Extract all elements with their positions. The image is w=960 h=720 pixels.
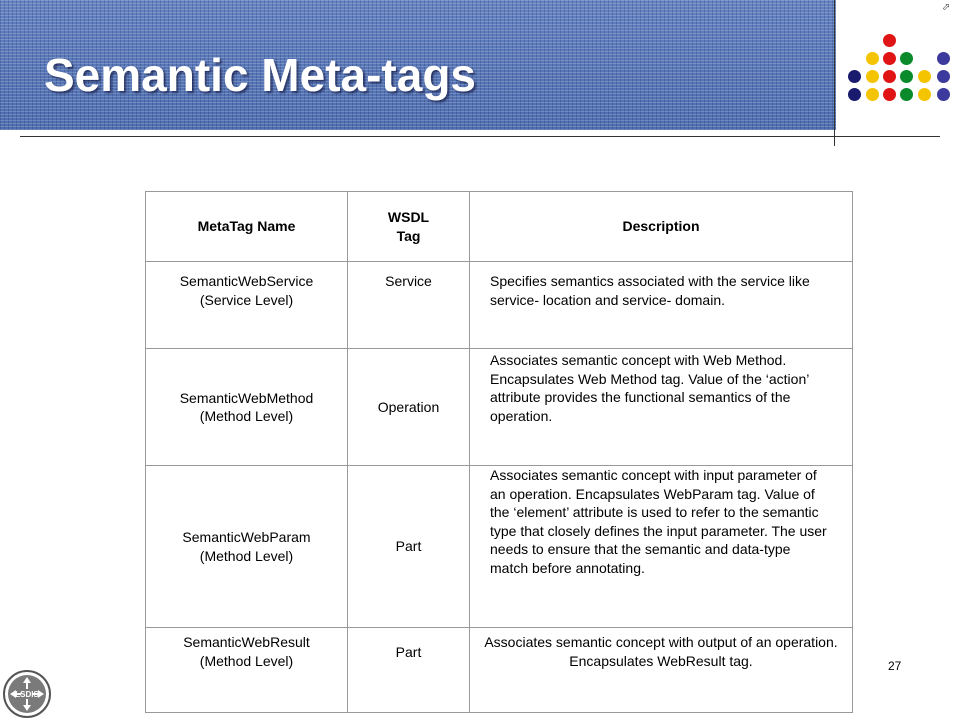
slide-title: Semantic Meta-tags <box>44 49 477 101</box>
metatag-level: (Service Level) <box>199 291 294 308</box>
decor-dot <box>918 70 931 83</box>
decorative-dot-grid <box>836 0 960 130</box>
table-row <box>146 466 853 628</box>
decor-dot <box>883 88 896 101</box>
decor-dot <box>848 88 861 101</box>
metatag-name: SemanticWebParam <box>182 529 311 545</box>
decor-dot <box>937 70 950 83</box>
page-number: 27 <box>888 659 902 673</box>
corner-arrow-icon: ⬀ <box>942 2 951 13</box>
header-wsdl-line1: WSDL <box>387 209 430 225</box>
metatag-name-cell <box>146 466 348 628</box>
table-row <box>146 262 853 349</box>
metatag-name: SemanticWebService <box>179 273 314 289</box>
header-vertical-divider <box>834 0 835 146</box>
header-divider <box>20 136 940 137</box>
decor-dot <box>883 70 896 83</box>
decor-dot <box>900 52 913 65</box>
metatag-name: SemanticWebResult <box>183 634 310 650</box>
description-cell: Associates semantic concept with Web Method. Encapsulates Web Method tag. Value of the ‘action’ attribute provides the functional semantics of the operation. <box>470 349 853 466</box>
metatag-level: (Method Level) <box>199 652 294 669</box>
decor-dot <box>866 88 879 101</box>
logo-text: LSDIS <box>15 690 39 699</box>
wsdl-tag-cell: Part <box>348 466 470 628</box>
wsdl-tag-cell: Service <box>348 262 470 349</box>
decor-dot <box>900 88 913 101</box>
metatag-level: (Method Level) <box>199 547 294 564</box>
wsdl-tag-cell: Part <box>348 628 470 713</box>
metatag-level: (Method Level) <box>199 408 294 424</box>
decor-dot <box>918 88 931 101</box>
decor-dot <box>900 70 913 83</box>
description-cell: Associates semantic concept with input parameter of an operation. Encapsulates WebParam tag. Value of the ‘element’ attribute is used to refer to the semantic type that closely defines the input parameter. The user needs to ensure that the semantic and data-type match before annotating. <box>470 466 853 628</box>
decor-dot <box>848 70 861 83</box>
decor-dot <box>866 70 879 83</box>
metatag-name-cell <box>146 349 348 466</box>
table-row <box>146 628 853 713</box>
header-wsdl-line2: Tag <box>396 227 421 244</box>
wsdl-tag-cell: Operation <box>348 349 470 466</box>
table-row <box>146 349 853 466</box>
metatag-name: SemanticWebMethod <box>179 389 314 406</box>
metatag-name-cell <box>146 628 348 713</box>
metatag-name-cell <box>146 262 348 349</box>
description-cell: Specifies semantics associated with the service like service- location and service- domain. <box>470 262 853 349</box>
header-metatag-name: MetaTag Name <box>146 192 348 262</box>
header-description: Description <box>470 192 853 262</box>
decor-dot <box>937 52 950 65</box>
meta-tags-table <box>145 191 853 713</box>
header-wsdl-tag <box>348 192 470 262</box>
table-header-row <box>146 192 853 262</box>
description-cell: Associates semantic concept with output of an operation. Encapsulates WebResult tag. <box>470 628 853 713</box>
decor-dot <box>937 88 950 101</box>
decor-dot <box>866 52 879 65</box>
decor-dot <box>883 52 896 65</box>
lsdis-logo-icon <box>2 669 52 719</box>
decor-dot <box>883 34 896 47</box>
